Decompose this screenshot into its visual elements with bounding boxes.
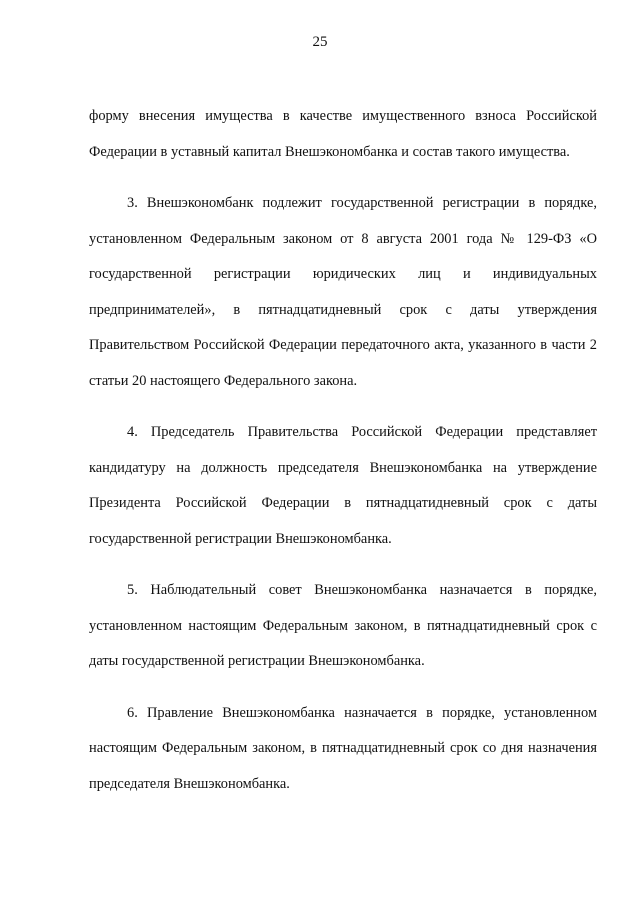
- paragraph-item-3: 3. Внешэкономбанк подлежит государственной регистрации в порядке, установленном Федеральным законом от 8 августа 2001 года № 129-ФЗ «О государственной регистрации юридических лиц и индивидуальных предпринимателей», в пятнадцатидневный срок с даты утверждения Правительством Российской Федерации передаточного акта, указанного в части 2 статьи 20 настоящего Федерального закона.: [89, 195, 597, 389]
- page-number: 25: [312, 34, 328, 50]
- document-body: [89, 99, 597, 802]
- paragraph-item-4: 4. Председатель Правительства Российской Федерации представляет кандидатуру на должность председателя Внешэкономбанка на утверждение Президента Российской Федерации в пятнадцатидневный срок с даты государственной регистрации Внешэкономбанка.: [89, 424, 597, 547]
- paragraph-continuation: форму внесения имущества в качестве имущественного взноса Российской Федерации в уставный капитал Внешэкономбанка и состав такого имущества.: [89, 108, 597, 160]
- paragraph-item-5: 5. Наблюдательный совет Внешэкономбанка назначается в порядке, установленном настоящим Федеральным законом, в пятнадцатидневный срок с даты государственной регистрации Внешэкономбанка.: [89, 582, 597, 669]
- paragraph-item-6: 6. Правление Внешэкономбанка назначается в порядке, установленном настоящим Федеральным законом, в пятнадцатидневный срок со дня назначения председателя Внешэкономбанка.: [89, 704, 597, 792]
